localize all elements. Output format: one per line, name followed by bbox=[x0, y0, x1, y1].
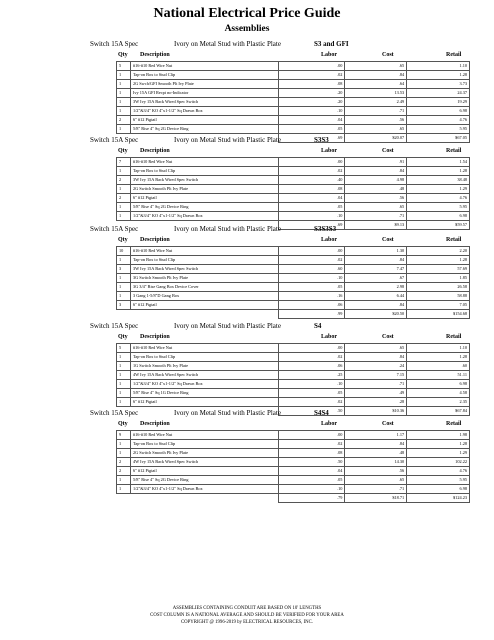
column-headers bbox=[116, 237, 470, 246]
table-row bbox=[117, 116, 470, 125]
total-spacer bbox=[117, 310, 131, 319]
row-qty: 2 bbox=[117, 116, 131, 125]
column-description: Description bbox=[140, 52, 170, 58]
row-labor: .10 bbox=[278, 274, 345, 283]
row-qty: 5 bbox=[117, 62, 131, 71]
row-qty: 1 bbox=[117, 371, 131, 380]
row-description: 1G Switch Smooth Plt Ivy Plate bbox=[130, 362, 278, 371]
table-row bbox=[117, 458, 470, 467]
table-row bbox=[117, 194, 470, 203]
total-cost: $9.13 bbox=[345, 221, 407, 230]
total-labor: .99 bbox=[278, 310, 345, 319]
total-retail: $154.68 bbox=[407, 310, 470, 319]
column-retail: Retail bbox=[446, 148, 462, 154]
section-spec: Switch 15A Spec bbox=[90, 322, 139, 330]
row-description: Ivy 15A GFI Recpt no-Indicator bbox=[130, 89, 278, 98]
table-row bbox=[117, 203, 470, 212]
row-qty: 1 bbox=[117, 256, 131, 265]
row-description: 6" #12 Pigtail bbox=[130, 467, 278, 476]
row-qty: 3 bbox=[117, 301, 131, 310]
row-cost: .56 bbox=[345, 467, 407, 476]
row-description: 3W Ivy 15A Back Wired Spec Switch bbox=[130, 265, 278, 274]
row-qty: 2 bbox=[117, 458, 131, 467]
row-retail: 4.58 bbox=[407, 389, 470, 398]
row-retail: 1.28 bbox=[407, 353, 470, 362]
row-labor: .10 bbox=[278, 485, 345, 494]
row-description: 5/8" Rise 4" Sq 2G Device Ring bbox=[130, 476, 278, 485]
table-row bbox=[117, 353, 470, 362]
row-description: 4W Ivy 15A Back Wired Spec Switch bbox=[130, 371, 278, 380]
row-qty: 1 bbox=[117, 71, 131, 80]
row-qty: 1 bbox=[117, 476, 131, 485]
row-description: #16-#10 Red Wire Nut bbox=[130, 344, 278, 353]
row-labor: .06 bbox=[278, 362, 345, 371]
row-labor: .02 bbox=[278, 398, 345, 407]
row-description: 2G Switch Smooth Plt Ivy Plate bbox=[130, 185, 278, 194]
row-cost: .65 bbox=[345, 125, 407, 134]
row-cost: .71 bbox=[345, 107, 407, 116]
section-header bbox=[82, 322, 482, 332]
table-row bbox=[117, 158, 470, 167]
row-labor: .10 bbox=[278, 212, 345, 221]
row-cost: 1.30 bbox=[345, 247, 407, 256]
row-retail: 19.29 bbox=[407, 98, 470, 107]
row-qty: 7 bbox=[117, 158, 131, 167]
row-cost: .84 bbox=[345, 71, 407, 80]
section-description: Ivory on Metal Stud with Plastic Plate bbox=[174, 136, 281, 144]
row-description: 6" #12 Pigtail bbox=[130, 116, 278, 125]
row-retail: 1.28 bbox=[407, 440, 470, 449]
row-labor: .08 bbox=[278, 185, 345, 194]
row-cost: .71 bbox=[345, 485, 407, 494]
column-description: Description bbox=[140, 237, 170, 243]
row-retail: 57.69 bbox=[407, 265, 470, 274]
total-labor: .79 bbox=[278, 494, 345, 503]
row-description: 1/2"&3/4" KO 4"x1-1/2" Sq Drawn Box bbox=[130, 107, 278, 116]
column-qty: Qty bbox=[118, 334, 128, 340]
row-cost: 7.15 bbox=[345, 371, 407, 380]
total-retail: $67.84 bbox=[407, 407, 470, 416]
row-description: 3 Gang 1-5/8"D Gang Box bbox=[130, 292, 278, 301]
row-cost: .84 bbox=[345, 440, 407, 449]
column-retail: Retail bbox=[446, 334, 462, 340]
row-description: Tap-on Box to Stud Clip bbox=[130, 256, 278, 265]
row-labor: .08 bbox=[278, 80, 345, 89]
row-description: 1/2"&3/4" KO 4"x1-1/2" Sq Drawn Box bbox=[130, 485, 278, 494]
row-labor: .60 bbox=[278, 265, 345, 274]
items-table bbox=[116, 343, 470, 416]
column-cost: Cost bbox=[382, 148, 394, 154]
row-retail: 6.98 bbox=[407, 212, 470, 221]
row-cost: .71 bbox=[345, 212, 407, 221]
row-description: 6" #12 Pigtail bbox=[130, 398, 278, 407]
row-cost: .84 bbox=[345, 353, 407, 362]
row-labor: .00 bbox=[278, 344, 345, 353]
row-labor: .10 bbox=[278, 380, 345, 389]
row-retail: 24.37 bbox=[407, 89, 470, 98]
total-cost: $18.71 bbox=[345, 494, 407, 503]
table-row bbox=[117, 380, 470, 389]
row-labor: .20 bbox=[278, 89, 345, 98]
row-description: 6" #12 Pigtail bbox=[130, 194, 278, 203]
section-spec: Switch 15A Spec bbox=[90, 40, 139, 48]
table-row bbox=[117, 344, 470, 353]
table-row bbox=[117, 398, 470, 407]
column-qty: Qty bbox=[118, 237, 128, 243]
table-row bbox=[117, 362, 470, 371]
column-labor: Labor bbox=[321, 52, 338, 58]
table-row bbox=[117, 62, 470, 71]
table-row bbox=[117, 440, 470, 449]
row-retail: 26.58 bbox=[407, 283, 470, 292]
row-labor: .00 bbox=[278, 62, 345, 71]
row-labor: .02 bbox=[278, 440, 345, 449]
table-row bbox=[117, 371, 470, 380]
row-labor: .25 bbox=[278, 371, 345, 380]
row-labor: .05 bbox=[278, 283, 345, 292]
row-qty: 1 bbox=[117, 274, 131, 283]
footer-notes bbox=[0, 605, 494, 626]
row-cost: .65 bbox=[345, 344, 407, 353]
row-qty: 1 bbox=[117, 440, 131, 449]
row-qty: 1 bbox=[117, 362, 131, 371]
row-description: 4W Ivy 15A Back Wired Spec Switch bbox=[130, 458, 278, 467]
row-retail: 58.88 bbox=[407, 292, 470, 301]
row-retail: 5.95 bbox=[407, 476, 470, 485]
row-retail: 1.28 bbox=[407, 167, 470, 176]
total-spacer bbox=[117, 494, 131, 503]
row-labor: .02 bbox=[278, 167, 345, 176]
row-cost: 6.44 bbox=[345, 292, 407, 301]
row-cost: .65 bbox=[345, 476, 407, 485]
row-qty: 2 bbox=[117, 467, 131, 476]
row-cost: 7.47 bbox=[345, 265, 407, 274]
row-retail: 5.95 bbox=[407, 125, 470, 134]
section-header bbox=[82, 225, 482, 235]
row-cost: 14.30 bbox=[345, 458, 407, 467]
row-cost: .84 bbox=[345, 301, 407, 310]
section-code: S4S4 bbox=[314, 409, 329, 417]
column-description: Description bbox=[140, 421, 170, 427]
table-row bbox=[117, 389, 470, 398]
row-qty: 1 bbox=[117, 203, 131, 212]
table-row bbox=[117, 283, 470, 292]
row-qty: 5 bbox=[117, 344, 131, 353]
row-retail: 5.95 bbox=[407, 203, 470, 212]
row-cost: .48 bbox=[345, 449, 407, 458]
row-qty: 1 bbox=[117, 353, 131, 362]
row-labor: .05 bbox=[278, 389, 345, 398]
row-qty: 9 bbox=[117, 431, 131, 440]
row-retail: 1.28 bbox=[407, 71, 470, 80]
section-description: Ivory on Metal Stud with Plastic Plate bbox=[174, 40, 281, 48]
column-headers bbox=[116, 421, 470, 430]
row-cost: .91 bbox=[345, 158, 407, 167]
row-retail: 1.85 bbox=[407, 274, 470, 283]
table-row bbox=[117, 89, 470, 98]
row-labor: .02 bbox=[278, 256, 345, 265]
table-row bbox=[117, 212, 470, 221]
row-qty: 1 bbox=[117, 485, 131, 494]
row-retail: 1.98 bbox=[407, 431, 470, 440]
row-description: 1/2"&3/4" KO 4"x1-1/2" Sq Drawn Box bbox=[130, 212, 278, 221]
row-qty: 1 bbox=[117, 380, 131, 389]
row-description: 3W Ivy 15A Back Wired Spec Switch bbox=[130, 176, 278, 185]
column-description: Description bbox=[140, 148, 170, 154]
table-row bbox=[117, 125, 470, 134]
row-qty: 2 bbox=[117, 194, 131, 203]
row-retail: 1.10 bbox=[407, 344, 470, 353]
row-cost: .71 bbox=[345, 380, 407, 389]
row-qty: 1 bbox=[117, 398, 131, 407]
row-labor: .16 bbox=[278, 292, 345, 301]
section-spec: Switch 15A Spec bbox=[90, 409, 139, 417]
column-cost: Cost bbox=[382, 237, 394, 243]
table-row bbox=[117, 431, 470, 440]
row-qty: 3 bbox=[117, 265, 131, 274]
section-header bbox=[82, 409, 482, 419]
row-description: 2G Switch Smooth Plt Ivy Plate bbox=[130, 449, 278, 458]
column-headers bbox=[116, 52, 470, 61]
column-cost: Cost bbox=[382, 421, 394, 427]
table-row bbox=[117, 265, 470, 274]
column-labor: Labor bbox=[321, 421, 338, 427]
table-row bbox=[117, 467, 470, 476]
row-labor: .06 bbox=[278, 301, 345, 310]
row-qty: 1 bbox=[117, 125, 131, 134]
row-labor: .50 bbox=[278, 458, 345, 467]
items-table bbox=[116, 430, 470, 503]
total-cost: $10.36 bbox=[345, 407, 407, 416]
table-row bbox=[117, 485, 470, 494]
table-row bbox=[117, 449, 470, 458]
section-code: S4 bbox=[314, 322, 322, 330]
row-labor: .05 bbox=[278, 476, 345, 485]
row-description: #16-#10 Red Wire Nut bbox=[130, 62, 278, 71]
table-row bbox=[117, 71, 470, 80]
table-row bbox=[117, 247, 470, 256]
section-description: Ivory on Metal Stud with Plastic Plate bbox=[174, 322, 281, 330]
row-cost: .24 bbox=[345, 362, 407, 371]
table-row bbox=[117, 292, 470, 301]
row-description: 3G Switch Smooth Plt Ivy Plate bbox=[130, 274, 278, 283]
row-cost: .56 bbox=[345, 194, 407, 203]
total-cost: $20.50 bbox=[345, 310, 407, 319]
table-row bbox=[117, 476, 470, 485]
row-retail: 4.76 bbox=[407, 467, 470, 476]
total-retail: $67.05 bbox=[407, 134, 470, 143]
column-qty: Qty bbox=[118, 148, 128, 154]
row-description: #16-#10 Red Wire Nut bbox=[130, 247, 278, 256]
row-retail: 2.20 bbox=[407, 247, 470, 256]
row-description: 5/8" Rise 4" Sq 2G Device Ring bbox=[130, 203, 278, 212]
row-retail: 7.05 bbox=[407, 301, 470, 310]
row-retail: 1.29 bbox=[407, 449, 470, 458]
row-labor: .08 bbox=[278, 449, 345, 458]
section-description: Ivory on Metal Stud with Plastic Plate bbox=[174, 409, 281, 417]
table-row bbox=[117, 301, 470, 310]
row-cost: .67 bbox=[345, 274, 407, 283]
total-row bbox=[117, 494, 470, 503]
table-row bbox=[117, 176, 470, 185]
total-cost: $20.07 bbox=[345, 134, 407, 143]
page-title: National Electrical Price Guide bbox=[153, 6, 341, 21]
row-cost: .65 bbox=[345, 62, 407, 71]
row-description: Tap-on Box to Stud Clip bbox=[130, 353, 278, 362]
row-qty: 1 bbox=[117, 292, 131, 301]
section-header bbox=[82, 40, 482, 50]
column-headers bbox=[116, 334, 470, 343]
row-cost: .56 bbox=[345, 116, 407, 125]
row-retail: 51.11 bbox=[407, 371, 470, 380]
row-description: Tap-on Box to Stud Clip bbox=[130, 440, 278, 449]
row-qty: 1 bbox=[117, 98, 131, 107]
row-retail: 6.98 bbox=[407, 107, 470, 116]
row-retail: 1.10 bbox=[407, 62, 470, 71]
section-code: S3S3 bbox=[314, 136, 329, 144]
table-row bbox=[117, 107, 470, 116]
row-qty: 2 bbox=[117, 176, 131, 185]
row-description: 2G Swch/GFI Smooth Plt Ivy Plate bbox=[130, 80, 278, 89]
row-qty: 1 bbox=[117, 185, 131, 194]
row-retail: 38.48 bbox=[407, 176, 470, 185]
table-row bbox=[117, 185, 470, 194]
row-cost: .28 bbox=[345, 398, 407, 407]
row-retail: 1.28 bbox=[407, 256, 470, 265]
row-labor: .05 bbox=[278, 203, 345, 212]
items-table bbox=[116, 61, 470, 143]
total-retail: $124.23 bbox=[407, 494, 470, 503]
row-cost: .65 bbox=[345, 203, 407, 212]
row-qty: 1 bbox=[117, 283, 131, 292]
column-labor: Labor bbox=[321, 237, 338, 243]
row-retail: 3.73 bbox=[407, 80, 470, 89]
row-retail: .60 bbox=[407, 362, 470, 371]
row-labor: .10 bbox=[278, 107, 345, 116]
row-cost: .48 bbox=[345, 185, 407, 194]
column-qty: Qty bbox=[118, 421, 128, 427]
section-code: S3 and GFI bbox=[314, 40, 349, 48]
row-description: 1/2"&3/4" KO 4"x1-1/2" Sq Drawn Box bbox=[130, 380, 278, 389]
row-description: Tap-on Box to Stud Clip bbox=[130, 167, 278, 176]
row-labor: .04 bbox=[278, 116, 345, 125]
row-retail: 4.76 bbox=[407, 116, 470, 125]
row-cost: 2.49 bbox=[345, 98, 407, 107]
footer-line: ASSEMBLIES CONTAINING CONDUIT ARE BASED ON 10' LENGTHS bbox=[172, 606, 322, 611]
row-labor: .00 bbox=[278, 158, 345, 167]
footer-line: COPYRIGHT @ 1996-2019 by ELECTRICAL RESOURCES, INC. bbox=[180, 620, 314, 625]
row-retail: 6.98 bbox=[407, 380, 470, 389]
total-row bbox=[117, 310, 470, 319]
row-description: 6" #12 Pigtail bbox=[130, 301, 278, 310]
items-table bbox=[116, 246, 470, 319]
row-labor: .04 bbox=[278, 467, 345, 476]
total-labor: .50 bbox=[278, 407, 345, 416]
row-description: 3W Ivy 15A Back Wired Spec Switch bbox=[130, 98, 278, 107]
row-cost: .64 bbox=[345, 80, 407, 89]
column-labor: Labor bbox=[321, 148, 338, 154]
row-description: Tap-on Box to Stud Clip bbox=[130, 71, 278, 80]
row-qty: 1 bbox=[117, 80, 131, 89]
row-qty: 1 bbox=[117, 89, 131, 98]
row-description: 5/8" Rise 4" Sq 1G Device Ring bbox=[130, 389, 278, 398]
row-labor: .00 bbox=[278, 247, 345, 256]
row-cost: .84 bbox=[345, 256, 407, 265]
column-cost: Cost bbox=[382, 52, 394, 58]
row-labor: .05 bbox=[278, 125, 345, 134]
row-description: #16-#10 Red Wire Nut bbox=[130, 158, 278, 167]
column-description: Description bbox=[140, 334, 170, 340]
row-labor: .02 bbox=[278, 353, 345, 362]
column-labor: Labor bbox=[321, 334, 338, 340]
row-description: 5/8" Rise 4" Sq 2G Device Ring bbox=[130, 125, 278, 134]
row-retail: 4.76 bbox=[407, 194, 470, 203]
row-cost: 1.17 bbox=[345, 431, 407, 440]
table-row bbox=[117, 98, 470, 107]
row-retail: 6.98 bbox=[407, 485, 470, 494]
section-header bbox=[82, 136, 482, 146]
table-row bbox=[117, 256, 470, 265]
row-qty: 1 bbox=[117, 389, 131, 398]
row-cost: 13.53 bbox=[345, 89, 407, 98]
row-retail: 1.54 bbox=[407, 158, 470, 167]
table-row bbox=[117, 167, 470, 176]
row-qty: 1 bbox=[117, 449, 131, 458]
column-qty: Qty bbox=[118, 52, 128, 58]
row-cost: 2.98 bbox=[345, 283, 407, 292]
row-retail: 1.29 bbox=[407, 185, 470, 194]
total-retail: $59.57 bbox=[407, 221, 470, 230]
page-subtitle: Assemblies bbox=[224, 24, 270, 34]
table-row bbox=[117, 274, 470, 283]
column-cost: Cost bbox=[382, 334, 394, 340]
row-qty: 1 bbox=[117, 212, 131, 221]
row-qty: 1 bbox=[117, 107, 131, 116]
row-cost: .84 bbox=[345, 167, 407, 176]
column-retail: Retail bbox=[446, 52, 462, 58]
column-retail: Retail bbox=[446, 237, 462, 243]
row-labor: .00 bbox=[278, 431, 345, 440]
row-cost: 4.98 bbox=[345, 176, 407, 185]
row-retail: 2.35 bbox=[407, 398, 470, 407]
row-labor: .04 bbox=[278, 194, 345, 203]
column-retail: Retail bbox=[446, 421, 462, 427]
total-spacer bbox=[130, 494, 278, 503]
row-retail: 102.22 bbox=[407, 458, 470, 467]
row-labor: .02 bbox=[278, 71, 345, 80]
total-spacer bbox=[130, 310, 278, 319]
row-qty: 10 bbox=[117, 247, 131, 256]
footer-line: COST COLUMN IS A NATIONAL AVERAGE AND SHOULD BE VERIFIED FOR YOUR AREA bbox=[150, 613, 344, 618]
table-row bbox=[117, 80, 470, 89]
items-table bbox=[116, 157, 470, 230]
row-qty: 1 bbox=[117, 167, 131, 176]
section-spec: Switch 15A Spec bbox=[90, 225, 139, 233]
row-labor: .20 bbox=[278, 98, 345, 107]
row-labor: .40 bbox=[278, 176, 345, 185]
column-headers bbox=[116, 148, 470, 157]
section-code: S3S3S3 bbox=[314, 225, 337, 233]
total-labor: .69 bbox=[278, 134, 345, 143]
section-description: Ivory on Metal Stud with Plastic Plate bbox=[174, 225, 281, 233]
total-labor: .69 bbox=[278, 221, 345, 230]
row-cost: .49 bbox=[345, 389, 407, 398]
row-description: 3G 3/4" Rise Gang Box Device Cover bbox=[130, 283, 278, 292]
row-description: #16-#10 Red Wire Nut bbox=[130, 431, 278, 440]
section-spec: Switch 15A Spec bbox=[90, 136, 139, 144]
